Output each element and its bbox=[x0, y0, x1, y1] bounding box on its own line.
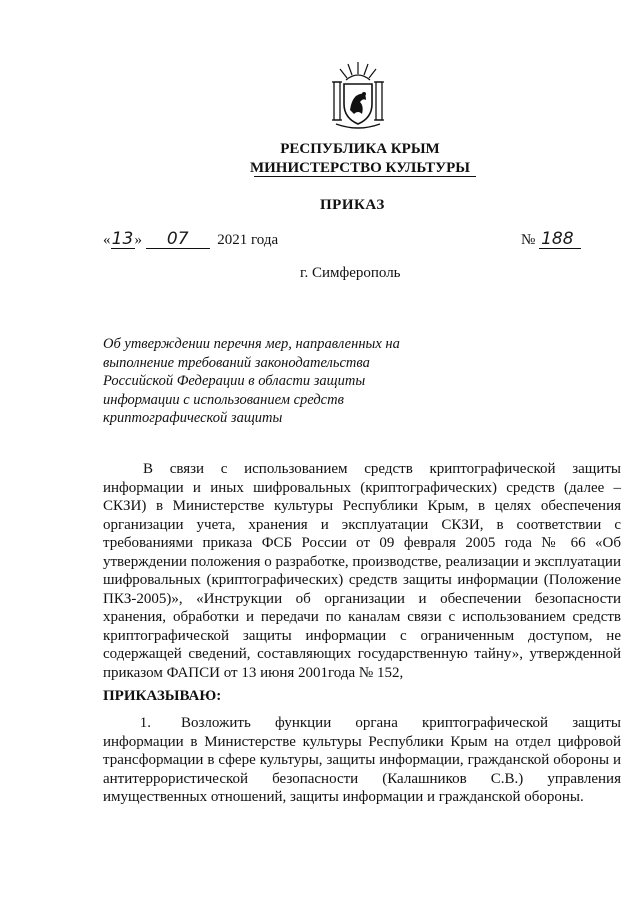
number-value: 188 bbox=[539, 230, 581, 249]
date-open-quote: « bbox=[103, 232, 111, 248]
order-date bbox=[103, 230, 278, 250]
org-ministry: МИНИСТЕРСТВО КУЛЬТУРЫ bbox=[249, 160, 471, 176]
order-item-number: 1. bbox=[139, 715, 151, 731]
preamble-paragraph: В связи с использованием средств криптографической защиты информации и иных шифровальных (криптографических) средств (далее – СКЗИ) в Министерстве культуры Республики Крым, в целях обеспечения организации учета, хранения и эксплуатации СКЗИ, в соответствии с требованиями приказа ФСБ России от 09 февраля 2005 года № 66 «Об утверждении положения о разработке, производстве, реализации и эксплуатации шифровальных (криптографических) средств защиты информации (Положение ПКЗ-2005)», «Инструкции об организации и обеспечении безопасности хранения, обработки и передачи по каналам связи с использованием средств криптографической защиты информации с ограниченным доступом, не содержащей сведений, составляющих государственную тайну», утвержденной приказом ФАПСИ от 13 июня 2001года № 152, bbox=[103, 461, 621, 681]
order-number bbox=[521, 230, 581, 250]
document-type-title: ПРИКАЗ bbox=[320, 197, 385, 213]
date-day: 13 bbox=[111, 229, 134, 249]
org-region: РЕСПУБЛИКА КРЫМ bbox=[280, 141, 440, 157]
city: г. Симферополь bbox=[300, 265, 401, 281]
header-underline bbox=[254, 176, 476, 177]
order-subject: Об утверждении перечня мер, направленных на выполнение требований законодательства Российской Федерации в области защиты информации с использованием средств криптографической защиты bbox=[103, 336, 400, 426]
date-close-quote: » bbox=[134, 232, 142, 248]
order-item bbox=[103, 714, 621, 807]
date-month: 07 bbox=[146, 230, 210, 249]
number-label: № bbox=[521, 232, 536, 248]
date-year: 2021 года bbox=[217, 232, 279, 248]
order-item-text: Возложить функции органа криптографической защиты информации в Министерстве культуры Республики Крым на отдел цифровой трансформации в сфере культуры, защиты информации, гражданской обороны и антитеррористической безопасности (Калашников С.В.) управления имущественных отношений, защиты информации и гражданской обороны. bbox=[103, 715, 621, 805]
order-directive-heading: ПРИКАЗЫВАЮ: bbox=[103, 688, 222, 704]
crimea-coat-of-arms-icon bbox=[330, 60, 386, 130]
